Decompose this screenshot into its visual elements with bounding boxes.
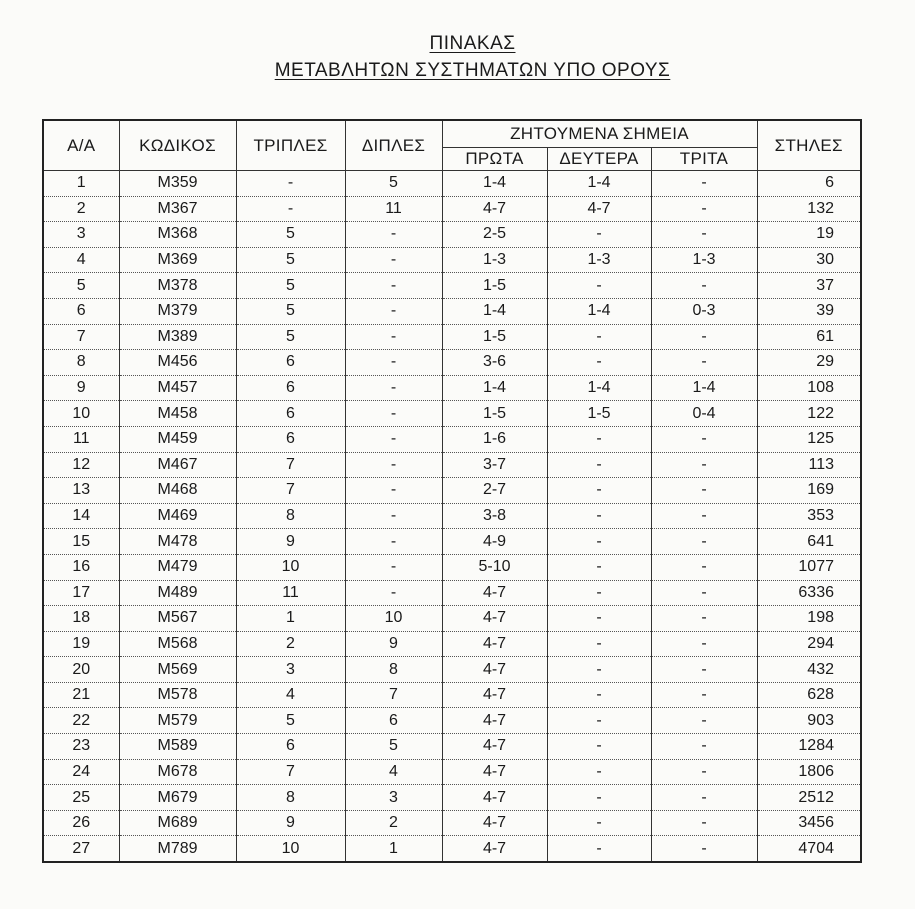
cell-triples: - bbox=[236, 196, 345, 222]
cell-doubles: - bbox=[345, 298, 442, 324]
cell-second: - bbox=[547, 836, 651, 862]
table-row bbox=[43, 785, 861, 811]
cell-triples: - bbox=[236, 171, 345, 197]
cell-columns: 1077 bbox=[757, 554, 861, 580]
table-row bbox=[43, 631, 861, 657]
cell-doubles: 11 bbox=[345, 196, 442, 222]
cell-columns: 4704 bbox=[757, 836, 861, 862]
cell-second: - bbox=[547, 324, 651, 350]
cell-columns: 6336 bbox=[757, 580, 861, 606]
cell-doubles: - bbox=[345, 554, 442, 580]
cell-third: - bbox=[651, 350, 757, 376]
cell-first: 1-5 bbox=[442, 273, 547, 299]
cell-triples: 6 bbox=[236, 350, 345, 376]
cell-aa: 7 bbox=[43, 324, 119, 350]
cell-triples: 5 bbox=[236, 247, 345, 273]
cell-first: 4-7 bbox=[442, 196, 547, 222]
cell-code: M789 bbox=[119, 836, 236, 862]
cell-third: - bbox=[651, 682, 757, 708]
cell-aa: 6 bbox=[43, 298, 119, 324]
table-row bbox=[43, 529, 861, 555]
cell-second: - bbox=[547, 657, 651, 683]
cell-second: 1-5 bbox=[547, 401, 651, 427]
cell-doubles: 9 bbox=[345, 631, 442, 657]
cell-aa: 24 bbox=[43, 759, 119, 785]
cell-second: - bbox=[547, 734, 651, 760]
table-row bbox=[43, 196, 861, 222]
cell-second: - bbox=[547, 478, 651, 504]
cell-doubles: - bbox=[345, 350, 442, 376]
cell-first: 1-3 bbox=[442, 247, 547, 273]
cell-aa: 21 bbox=[43, 682, 119, 708]
cell-code: M359 bbox=[119, 171, 236, 197]
table-row bbox=[43, 606, 861, 632]
cell-first: 4-7 bbox=[442, 606, 547, 632]
cell-triples: 5 bbox=[236, 298, 345, 324]
cell-triples: 5 bbox=[236, 273, 345, 299]
table-row bbox=[43, 836, 861, 862]
table-row bbox=[43, 247, 861, 273]
cell-first: 4-7 bbox=[442, 708, 547, 734]
cell-first: 4-7 bbox=[442, 631, 547, 657]
cell-second: - bbox=[547, 503, 651, 529]
cell-third: - bbox=[651, 759, 757, 785]
cell-first: 1-6 bbox=[442, 426, 547, 452]
cell-second: 1-4 bbox=[547, 171, 651, 197]
cell-second: - bbox=[547, 580, 651, 606]
cell-code: M478 bbox=[119, 529, 236, 555]
cell-aa: 22 bbox=[43, 708, 119, 734]
cell-aa: 10 bbox=[43, 401, 119, 427]
cell-columns: 169 bbox=[757, 478, 861, 504]
table-row bbox=[43, 324, 861, 350]
cell-code: M456 bbox=[119, 350, 236, 376]
cell-columns: 903 bbox=[757, 708, 861, 734]
cell-second: - bbox=[547, 529, 651, 555]
cell-second: 4-7 bbox=[547, 196, 651, 222]
cell-doubles: - bbox=[345, 452, 442, 478]
cell-second: - bbox=[547, 452, 651, 478]
cell-columns: 39 bbox=[757, 298, 861, 324]
cell-second: - bbox=[547, 606, 651, 632]
cell-second: - bbox=[547, 222, 651, 248]
cell-aa: 19 bbox=[43, 631, 119, 657]
cell-doubles: 2 bbox=[345, 810, 442, 836]
cell-aa: 2 bbox=[43, 196, 119, 222]
cell-doubles: 3 bbox=[345, 785, 442, 811]
cell-columns: 125 bbox=[757, 426, 861, 452]
table-row bbox=[43, 273, 861, 299]
table-row bbox=[43, 375, 861, 401]
header-aa: Α/Α bbox=[43, 120, 119, 171]
cell-aa: 12 bbox=[43, 452, 119, 478]
cell-columns: 1806 bbox=[757, 759, 861, 785]
cell-aa: 15 bbox=[43, 529, 119, 555]
cell-triples: 1 bbox=[236, 606, 345, 632]
table-row bbox=[43, 734, 861, 760]
cell-third: - bbox=[651, 810, 757, 836]
cell-code: M368 bbox=[119, 222, 236, 248]
table-row bbox=[43, 478, 861, 504]
title-line-2: ΜΕΤΑΒΛΗΤΩΝ ΣΥΣΤΗΜΑΤΩΝ ΥΠΟ ΟΡΟΥΣ bbox=[274, 60, 671, 81]
cell-triples: 6 bbox=[236, 375, 345, 401]
cell-third: - bbox=[651, 478, 757, 504]
header-code: ΚΩΔΙΚΟΣ bbox=[119, 120, 236, 171]
cell-third: - bbox=[651, 580, 757, 606]
cell-aa: 5 bbox=[43, 273, 119, 299]
cell-second: 1-4 bbox=[547, 375, 651, 401]
cell-code: M457 bbox=[119, 375, 236, 401]
cell-second: - bbox=[547, 708, 651, 734]
cell-triples: 7 bbox=[236, 478, 345, 504]
cell-third: 0-3 bbox=[651, 298, 757, 324]
cell-first: 4-7 bbox=[442, 785, 547, 811]
cell-triples: 10 bbox=[236, 836, 345, 862]
cell-third: - bbox=[651, 452, 757, 478]
cell-code: M567 bbox=[119, 606, 236, 632]
cell-first: 4-9 bbox=[442, 529, 547, 555]
cell-first: 4-7 bbox=[442, 836, 547, 862]
cell-first: 2-7 bbox=[442, 478, 547, 504]
cell-triples: 7 bbox=[236, 452, 345, 478]
cell-doubles: 5 bbox=[345, 171, 442, 197]
cell-first: 3-6 bbox=[442, 350, 547, 376]
cell-columns: 3456 bbox=[757, 810, 861, 836]
cell-triples: 6 bbox=[236, 426, 345, 452]
cell-code: M578 bbox=[119, 682, 236, 708]
cell-third: - bbox=[651, 708, 757, 734]
cell-code: M568 bbox=[119, 631, 236, 657]
table-row bbox=[43, 222, 861, 248]
cell-aa: 11 bbox=[43, 426, 119, 452]
table-row bbox=[43, 682, 861, 708]
cell-code: M369 bbox=[119, 247, 236, 273]
table-row bbox=[43, 554, 861, 580]
cell-aa: 1 bbox=[43, 171, 119, 197]
cell-doubles: 1 bbox=[345, 836, 442, 862]
cell-aa: 27 bbox=[43, 836, 119, 862]
cell-columns: 29 bbox=[757, 350, 861, 376]
cell-aa: 20 bbox=[43, 657, 119, 683]
cell-doubles: 8 bbox=[345, 657, 442, 683]
cell-third: - bbox=[651, 426, 757, 452]
cell-code: M589 bbox=[119, 734, 236, 760]
cell-second: - bbox=[547, 682, 651, 708]
cell-triples: 3 bbox=[236, 657, 345, 683]
cell-first: 4-7 bbox=[442, 759, 547, 785]
cell-aa: 3 bbox=[43, 222, 119, 248]
cell-doubles: 4 bbox=[345, 759, 442, 785]
header-triples: ΤΡΙΠΛΕΣ bbox=[236, 120, 345, 171]
cell-second: - bbox=[547, 785, 651, 811]
cell-aa: 14 bbox=[43, 503, 119, 529]
cell-triples: 5 bbox=[236, 708, 345, 734]
cell-doubles: 7 bbox=[345, 682, 442, 708]
table-row bbox=[43, 580, 861, 606]
cell-doubles: - bbox=[345, 478, 442, 504]
cell-code: M378 bbox=[119, 273, 236, 299]
cell-code: M489 bbox=[119, 580, 236, 606]
cell-columns: 1284 bbox=[757, 734, 861, 760]
cell-first: 3-7 bbox=[442, 452, 547, 478]
cell-code: M579 bbox=[119, 708, 236, 734]
table-row bbox=[43, 708, 861, 734]
cell-code: M367 bbox=[119, 196, 236, 222]
cell-aa: 9 bbox=[43, 375, 119, 401]
cell-third: - bbox=[651, 503, 757, 529]
cell-doubles: 10 bbox=[345, 606, 442, 632]
cell-columns: 30 bbox=[757, 247, 861, 273]
cell-first: 1-4 bbox=[442, 298, 547, 324]
header-second: ΔΕΥΤΕΡΑ bbox=[547, 148, 651, 171]
cell-aa: 13 bbox=[43, 478, 119, 504]
table-row bbox=[43, 503, 861, 529]
cell-aa: 23 bbox=[43, 734, 119, 760]
cell-triples: 5 bbox=[236, 324, 345, 350]
cell-columns: 113 bbox=[757, 452, 861, 478]
cell-aa: 8 bbox=[43, 350, 119, 376]
cell-columns: 2512 bbox=[757, 785, 861, 811]
cell-third: - bbox=[651, 196, 757, 222]
cell-aa: 25 bbox=[43, 785, 119, 811]
header-columns: ΣΤΗΛΕΣ bbox=[757, 120, 861, 171]
cell-code: M389 bbox=[119, 324, 236, 350]
cell-second: - bbox=[547, 426, 651, 452]
table-body bbox=[43, 171, 861, 863]
cell-third: - bbox=[651, 836, 757, 862]
cell-doubles: - bbox=[345, 580, 442, 606]
header-doubles: ΔΙΠΛΕΣ bbox=[345, 120, 442, 171]
cell-doubles: - bbox=[345, 426, 442, 452]
cell-columns: 353 bbox=[757, 503, 861, 529]
cell-columns: 132 bbox=[757, 196, 861, 222]
cell-code: M467 bbox=[119, 452, 236, 478]
cell-first: 4-7 bbox=[442, 580, 547, 606]
cell-second: - bbox=[547, 810, 651, 836]
cell-code: M468 bbox=[119, 478, 236, 504]
cell-doubles: 5 bbox=[345, 734, 442, 760]
cell-code: M469 bbox=[119, 503, 236, 529]
cell-third: - bbox=[651, 273, 757, 299]
cell-columns: 19 bbox=[757, 222, 861, 248]
header-third: ΤΡΙΤΑ bbox=[651, 148, 757, 171]
cell-aa: 26 bbox=[43, 810, 119, 836]
table-row bbox=[43, 426, 861, 452]
cell-code: M678 bbox=[119, 759, 236, 785]
cell-columns: 628 bbox=[757, 682, 861, 708]
cell-code: M379 bbox=[119, 298, 236, 324]
cell-code: M458 bbox=[119, 401, 236, 427]
cell-code: M689 bbox=[119, 810, 236, 836]
cell-triples: 6 bbox=[236, 734, 345, 760]
cell-triples: 9 bbox=[236, 529, 345, 555]
cell-first: 1-5 bbox=[442, 324, 547, 350]
cell-code: M569 bbox=[119, 657, 236, 683]
cell-doubles: - bbox=[345, 273, 442, 299]
cell-triples: 2 bbox=[236, 631, 345, 657]
table-row bbox=[43, 171, 861, 197]
cell-columns: 37 bbox=[757, 273, 861, 299]
table-row bbox=[43, 759, 861, 785]
cell-second: - bbox=[547, 273, 651, 299]
cell-doubles: - bbox=[345, 247, 442, 273]
cell-code: M679 bbox=[119, 785, 236, 811]
cell-third: - bbox=[651, 606, 757, 632]
cell-doubles: - bbox=[345, 401, 442, 427]
cell-second: - bbox=[547, 554, 651, 580]
cell-aa: 18 bbox=[43, 606, 119, 632]
cell-columns: 641 bbox=[757, 529, 861, 555]
cell-third: - bbox=[651, 324, 757, 350]
document-title bbox=[0, 30, 915, 84]
cell-columns: 6 bbox=[757, 171, 861, 197]
cell-columns: 108 bbox=[757, 375, 861, 401]
cell-columns: 432 bbox=[757, 657, 861, 683]
cell-first: 2-5 bbox=[442, 222, 547, 248]
cell-columns: 122 bbox=[757, 401, 861, 427]
cell-third: - bbox=[651, 171, 757, 197]
table-row bbox=[43, 298, 861, 324]
cell-doubles: - bbox=[345, 324, 442, 350]
cell-triples: 8 bbox=[236, 785, 345, 811]
cell-triples: 9 bbox=[236, 810, 345, 836]
cell-aa: 17 bbox=[43, 580, 119, 606]
cell-triples: 5 bbox=[236, 222, 345, 248]
cell-third: - bbox=[651, 529, 757, 555]
cell-first: 4-7 bbox=[442, 657, 547, 683]
cell-third: 1-3 bbox=[651, 247, 757, 273]
cell-triples: 7 bbox=[236, 759, 345, 785]
cell-columns: 61 bbox=[757, 324, 861, 350]
cell-doubles: 6 bbox=[345, 708, 442, 734]
title-line-1: ΠΙΝΑΚΑΣ bbox=[429, 33, 516, 54]
cell-second: - bbox=[547, 350, 651, 376]
cell-triples: 6 bbox=[236, 401, 345, 427]
table-row bbox=[43, 657, 861, 683]
cell-third: - bbox=[651, 222, 757, 248]
cell-triples: 8 bbox=[236, 503, 345, 529]
cell-first: 4-7 bbox=[442, 734, 547, 760]
cell-first: 4-7 bbox=[442, 682, 547, 708]
cell-doubles: - bbox=[345, 529, 442, 555]
cell-first: 5-10 bbox=[442, 554, 547, 580]
cell-code: M459 bbox=[119, 426, 236, 452]
cell-doubles: - bbox=[345, 222, 442, 248]
variables-table bbox=[42, 119, 862, 863]
cell-third: 1-4 bbox=[651, 375, 757, 401]
cell-doubles: - bbox=[345, 375, 442, 401]
cell-third: - bbox=[651, 657, 757, 683]
table-row bbox=[43, 810, 861, 836]
cell-triples: 4 bbox=[236, 682, 345, 708]
cell-third: - bbox=[651, 734, 757, 760]
cell-aa: 16 bbox=[43, 554, 119, 580]
table-row bbox=[43, 350, 861, 376]
cell-second: 1-4 bbox=[547, 298, 651, 324]
cell-triples: 10 bbox=[236, 554, 345, 580]
cell-triples: 11 bbox=[236, 580, 345, 606]
table-row bbox=[43, 452, 861, 478]
cell-first: 3-8 bbox=[442, 503, 547, 529]
cell-third: 0-4 bbox=[651, 401, 757, 427]
cell-first: 1-4 bbox=[442, 375, 547, 401]
cell-first: 1-5 bbox=[442, 401, 547, 427]
cell-second: - bbox=[547, 631, 651, 657]
cell-first: 1-4 bbox=[442, 171, 547, 197]
cell-aa: 4 bbox=[43, 247, 119, 273]
header-requested-points: ΖΗΤΟΥΜΕΝΑ ΣΗΜΕΙΑ bbox=[442, 120, 757, 148]
table-row bbox=[43, 401, 861, 427]
cell-third: - bbox=[651, 554, 757, 580]
cell-third: - bbox=[651, 631, 757, 657]
header-first: ΠΡΩΤΑ bbox=[442, 148, 547, 171]
cell-second: - bbox=[547, 759, 651, 785]
cell-code: M479 bbox=[119, 554, 236, 580]
cell-doubles: - bbox=[345, 503, 442, 529]
cell-first: 4-7 bbox=[442, 810, 547, 836]
cell-third: - bbox=[651, 785, 757, 811]
table-header bbox=[43, 120, 861, 171]
cell-columns: 198 bbox=[757, 606, 861, 632]
cell-columns: 294 bbox=[757, 631, 861, 657]
cell-second: 1-3 bbox=[547, 247, 651, 273]
